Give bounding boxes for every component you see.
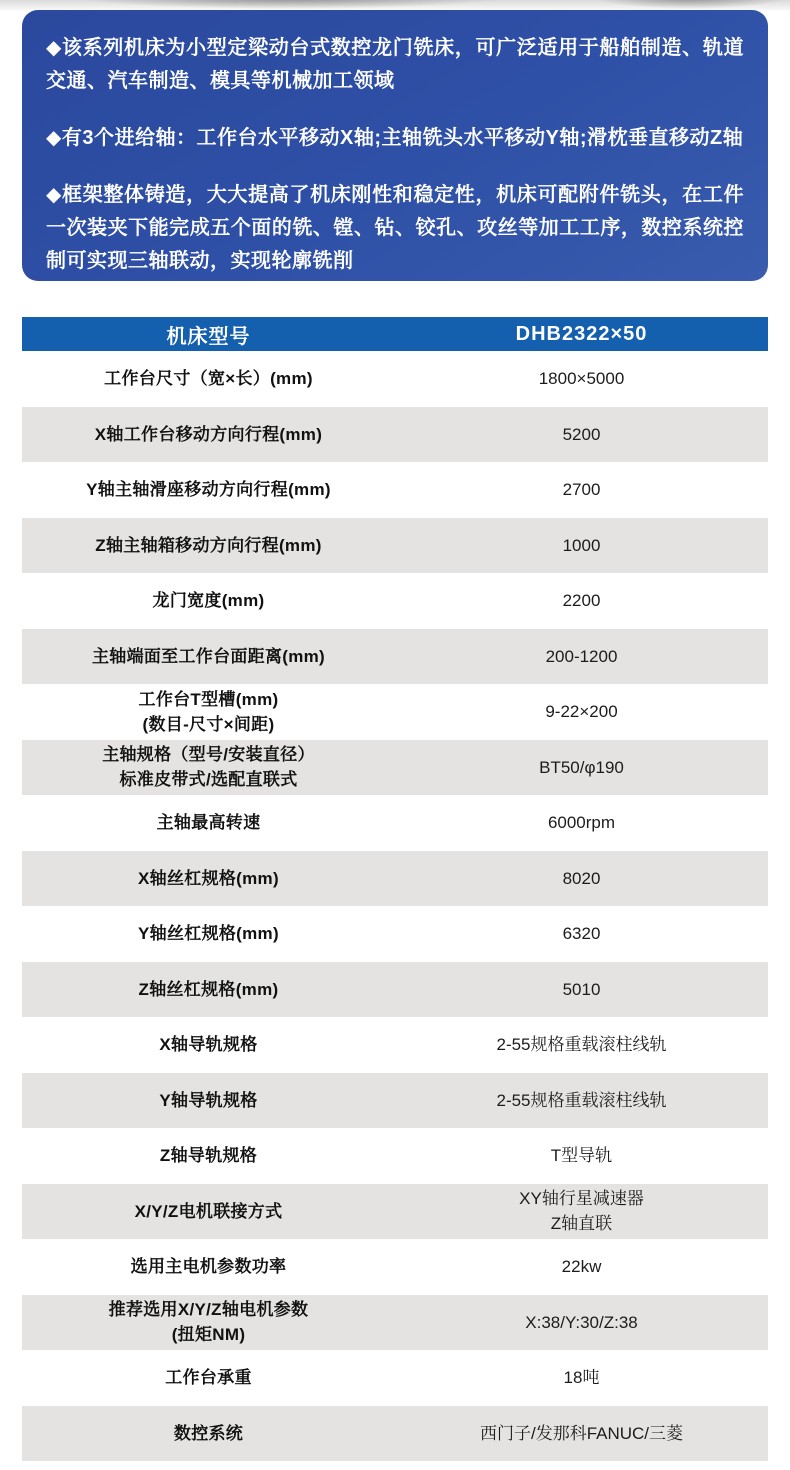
spec-value: 1800×5000 [538, 369, 625, 389]
spec-value: 西门子/发那科FANUC/三菱 [479, 1423, 684, 1443]
spec-value: X:38/Y:30/Z:38 [525, 1312, 638, 1332]
spec-header-model-value: DHB2322×50 [515, 322, 648, 345]
spec-label: X轴导轨规格 [159, 1035, 258, 1055]
spec-value: 2200 [562, 591, 601, 611]
spec-row [22, 851, 768, 907]
spec-row [22, 684, 768, 740]
spec-row [22, 518, 768, 574]
spec-row [22, 462, 768, 518]
spec-row [22, 906, 768, 962]
spec-label: X轴丝杠规格(mm) [138, 868, 279, 888]
spec-row [22, 1128, 768, 1184]
spec-value: 2-55规格重载滚柱线轨 [496, 1035, 667, 1055]
spec-value: 6320 [562, 924, 601, 944]
spec-value: 22kw [561, 1257, 602, 1277]
intro-card [22, 10, 768, 281]
spec-label: Y轴主轴滑座移动方向行程(mm) [86, 480, 331, 500]
spec-value: 1000 [562, 535, 601, 555]
spec-value: BT50/φ190 [539, 757, 624, 777]
intro-point-1: ◆该系列机床为小型定梁动台式数控龙门铣床，可广泛适用于船舶制造、轨道交通、汽车制造、模具等机械加工领域 [46, 37, 744, 92]
spec-row [22, 1406, 768, 1462]
spec-row [22, 795, 768, 851]
spec-row [22, 1017, 768, 1073]
spec-label: Z轴导轨规格 [159, 1146, 258, 1166]
spec-value: T型导轨 [550, 1146, 613, 1166]
spec-label: Z轴丝杠规格(mm) [138, 979, 279, 999]
spec-value: 200-1200 [545, 646, 618, 666]
spec-row [22, 407, 768, 463]
spec-value: 18吨 [563, 1368, 600, 1388]
spec-row [22, 1350, 768, 1406]
spec-label: Z轴主轴箱移动方向行程(mm) [95, 535, 322, 555]
spec-label: Y轴导轨规格 [159, 1090, 258, 1110]
spec-label: 主轴端面至工作台面距离(mm) [91, 646, 326, 666]
spec-header-model-label: 机床型号 [166, 325, 251, 348]
spec-label: 选用主电机参数功率 [130, 1257, 287, 1277]
spec-label: 龙门宽度(mm) [152, 591, 265, 611]
spec-value: 9-22×200 [545, 702, 618, 722]
spec-row [22, 1239, 768, 1295]
intro-point-2: ◆有3个进给轴：工作台水平移动X轴;主轴铣头水平移动Y轴;滑枕垂直移动Z轴 [46, 127, 744, 149]
spec-table [22, 317, 768, 1461]
spec-row [22, 1073, 768, 1129]
intro-point-3: ◆框架整体铸造，大大提高了机床刚性和稳定性，机床可配附件铣头，在工件一次装夹下能完成五个面的铣、镗、钻、铰孔、攻丝等加工工序，数控系统控制可实现三轴联动，实现轮廓铣削 [46, 184, 744, 272]
spec-label: 主轴规格（型号/安装直径） 标准皮带式/选配直联式 [102, 745, 315, 790]
spec-value: 6000rpm [547, 813, 616, 833]
spec-row [22, 740, 768, 796]
spec-row [22, 1184, 768, 1240]
spec-label: 工作台T型槽(mm) (数目-尺寸×间距) [138, 689, 279, 734]
spec-value: 5010 [562, 979, 601, 999]
spec-value: 5200 [562, 424, 601, 444]
spec-value: 2700 [562, 480, 601, 500]
spec-label: X轴工作台移动方向行程(mm) [94, 424, 323, 444]
spec-row [22, 351, 768, 407]
spec-label: 工作台承重 [165, 1368, 252, 1388]
spec-label: 推荐选用X/Y/Z轴电机参数 (扭矩NM) [108, 1300, 309, 1345]
spec-table-header-row [22, 317, 768, 351]
spec-value: 2-55规格重载滚柱线轨 [496, 1090, 667, 1110]
spec-value: 8020 [562, 868, 601, 888]
spec-label: Y轴丝杠规格(mm) [138, 924, 279, 944]
spec-row [22, 573, 768, 629]
spec-row [22, 629, 768, 685]
spec-table-body [22, 351, 768, 1461]
spec-row [22, 1295, 768, 1351]
spec-label: 工作台尺寸（宽×长）(mm) [104, 369, 313, 389]
spec-value: XY轴行星减速器 Z轴直联 [519, 1189, 644, 1234]
spec-row [22, 962, 768, 1018]
spec-label: 主轴最高转速 [156, 813, 261, 833]
spec-label: X/Y/Z电机联接方式 [134, 1201, 283, 1221]
spec-label: 数控系统 [173, 1423, 244, 1443]
